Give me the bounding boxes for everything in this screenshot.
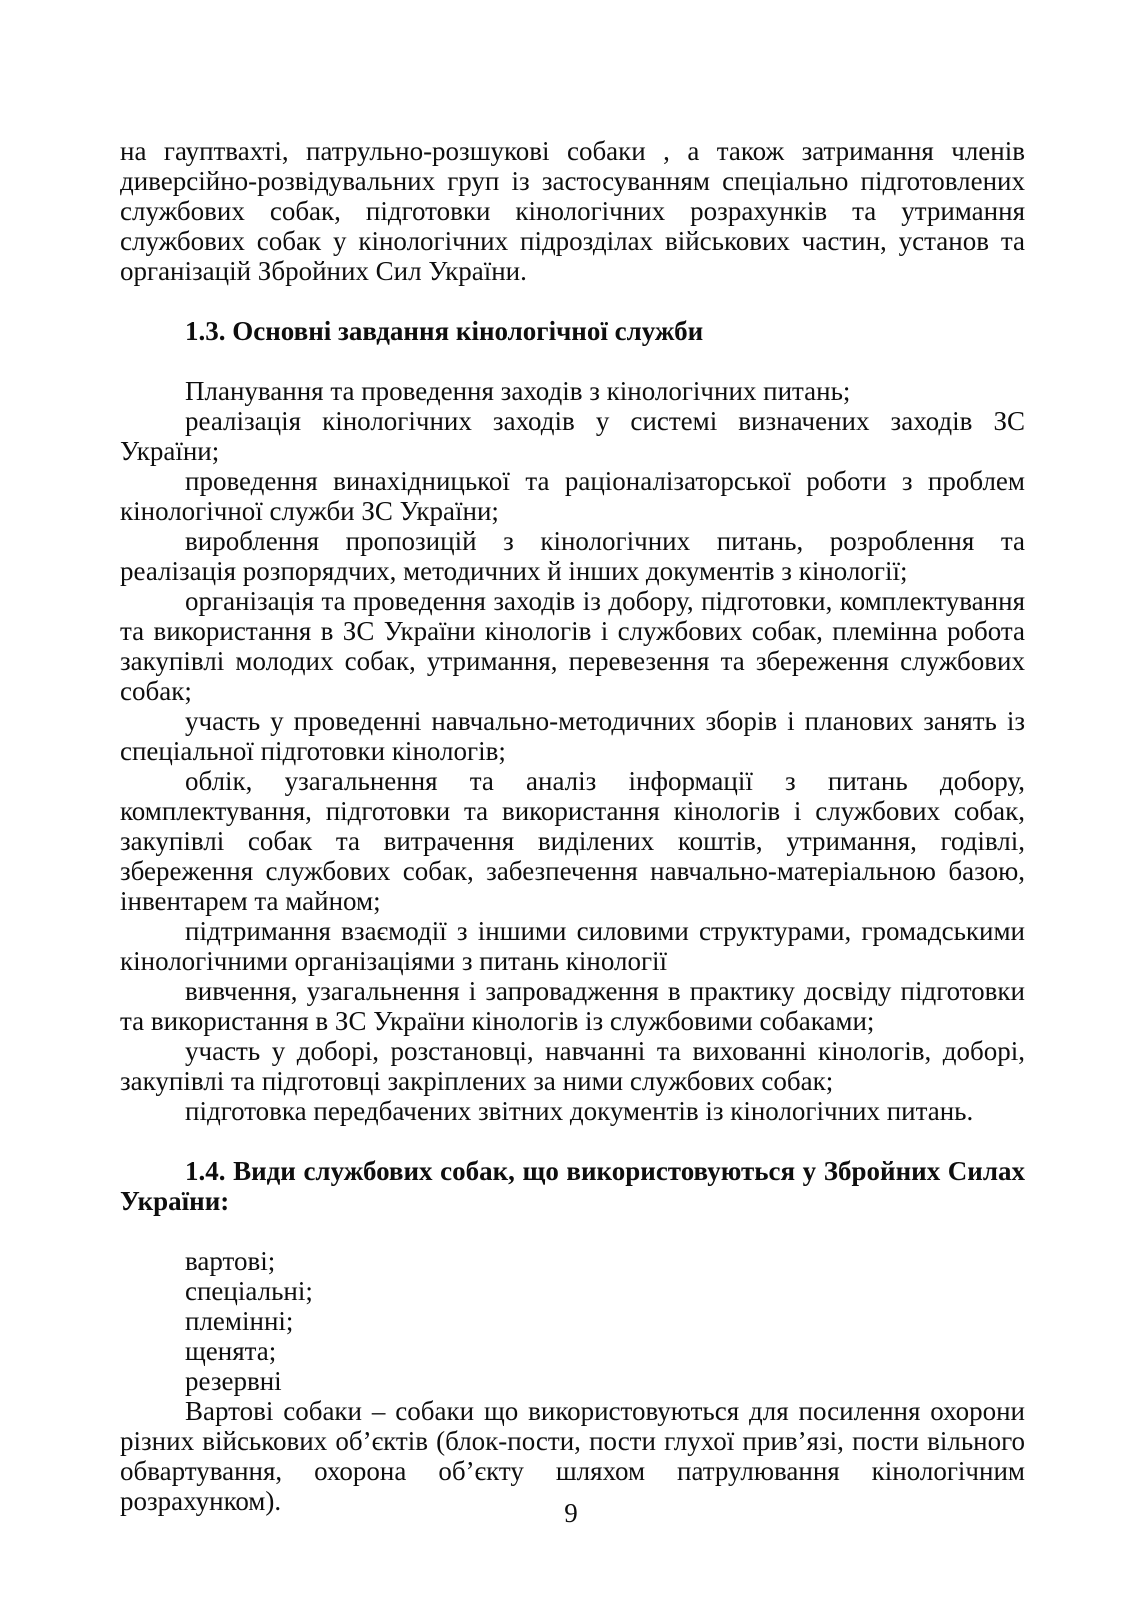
dog-type-item-5: резервні [185, 1366, 282, 1396]
page-number: 9 [564, 1498, 578, 1528]
task-item-9: вивчення, узагальнення і запровадження в практику досвіду підготовки та використання в ЗС України кінологів із службовими собаками; [120, 976, 1025, 1036]
dog-type-item-1: вартові; [185, 1246, 276, 1276]
section-1-3-heading: 1.3. Основні завдання кінологічної служби [185, 316, 704, 346]
task-item-7: облік, узагальнення та аналіз інформації з питань добору, комплектування, підготовки та використання кінологів і службових собак, закупівлі собак та витрачення виділених коштів, утримання, годівлі, збереження службових собак, забезпечення навчально-матеріальною базою, інвентарем та майном; [120, 766, 1025, 916]
task-item-11: підготовка передбачених звітних документів із кінологічних питань. [185, 1096, 974, 1126]
document-content [120, 136, 1025, 1516]
task-item-2: реалізація кінологічних заходів у системі визначених заходів ЗС України; [120, 406, 1025, 466]
intro-paragraph: на гауптвахті, патрульно-розшукові собаки , а також затримання членів диверсійно-розвідувальних груп із застосуванням спеціально підготовлених службових собак, підготовки кінологічних розрахунків та утримання службових собак у кінологічних підрозділах військових частин, установ та організацій Збройних Сил України. [120, 136, 1025, 286]
task-item-8: підтримання взаємодії з іншими силовими структурами, громадськими кінологічними організаціями з питань кінології [120, 916, 1025, 976]
dog-type-item-2: спеціальні; [185, 1276, 313, 1306]
dog-type-item-4: щенята; [185, 1336, 277, 1366]
section-1-4-heading: 1.4. Види службових собак, що використовуються у Збройних Силах України: [120, 1156, 1025, 1216]
task-item-3: проведення винахідницької та раціоналізаторської роботи з проблем кінологічної служби ЗС України; [120, 466, 1025, 526]
task-item-6: участь у проведенні навчально-методичних зборів і планових занять із спеціальної підготовки кінологів; [120, 706, 1025, 766]
task-item-1: Планування та проведення заходів з кінологічних питань; [185, 376, 851, 406]
guard-dogs-paragraph: Вартові собаки – собаки що використовуються для посилення охорони різних військових об’єктів (блок-пости, пости глухої прив’язі, пости вільного обвартування, охорона об’єкту шляхом патрулювання кінологічним розрахунком). [120, 1396, 1025, 1516]
task-item-4: вироблення пропозицій з кінологічних питань, розроблення та реалізація розпорядчих, методичних й інших документів з кінології; [120, 526, 1025, 586]
task-item-5: організація та проведення заходів із добору, підготовки, комплектування та використання в ЗС України кінологів і службових собак, племінна робота закупівлі молодих собак, утримання, перевезення та збереження службових собак; [120, 586, 1025, 706]
dog-type-item-3: племінні; [185, 1306, 294, 1336]
task-item-10: участь у доборі, розстановці, навчанні та вихованні кінологів, доборі, закупівлі та підготовці закріплених за ними службових собак; [120, 1036, 1025, 1096]
